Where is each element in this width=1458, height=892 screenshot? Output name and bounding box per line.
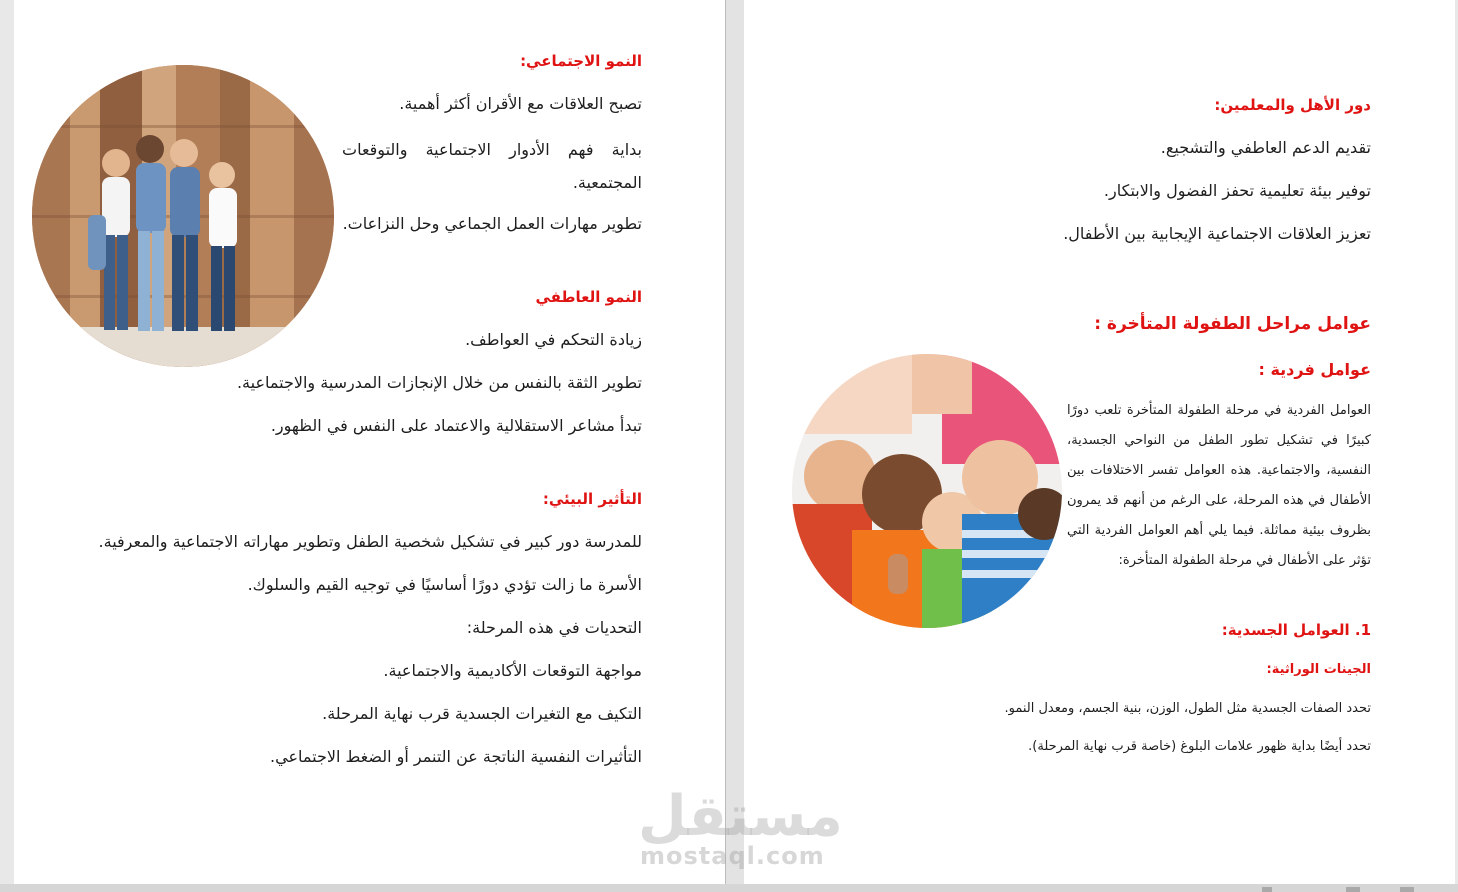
text-line: للمدرسة دور كبير في تشكيل شخصية الطفل وتطوير مهاراته الاجتماعية والمعرفية. <box>98 532 642 551</box>
text-line: التكيف مع التغيرات الجسدية قرب نهاية المرحلة. <box>322 704 642 723</box>
heading-late-childhood-factors: عوامل مراحل الطفولة المتأخرة : <box>1094 314 1371 334</box>
text-line: تحدد الصفات الجسدية مثل الطول، الوزن، بنية الجسم، ومعدل النمو. <box>1004 701 1371 716</box>
text-line: التأثيرات النفسية الناتجة عن التنمر أو الضغط الاجتماعي. <box>270 747 642 766</box>
page-gutter <box>726 0 744 884</box>
document-page-left <box>14 0 726 884</box>
mostaql-watermark <box>622 784 842 876</box>
zoom-icon[interactable] <box>1400 887 1414 892</box>
heading-environment: التأثير البيئي: <box>542 490 642 508</box>
text-paragraph: بداية فهم الأدوار الاجتماعية والتوقعات المجتمعية. <box>342 140 642 192</box>
photo-kids-wood-wall <box>32 65 334 367</box>
text-line: تصبح العلاقات مع الأقران أكثر أهمية. <box>399 94 642 113</box>
heading-social-growth: النمو الاجتماعي: <box>520 52 642 70</box>
text-line: زيادة التحكم في العواطف. <box>465 330 642 349</box>
view-mode-icon[interactable] <box>1346 887 1360 892</box>
heading-emotional-growth: النمو العاطفي <box>535 288 642 306</box>
text-line: تعزيز العلاقات الاجتماعية الإيجابية بين الأطفال. <box>1063 224 1371 243</box>
heading-physical-factors: 1. العوامل الجسدية: <box>1221 621 1371 639</box>
status-bar <box>0 884 1458 892</box>
text-line: تقديم الدعم العاطفي والتشجيع. <box>1160 138 1371 157</box>
text-line: تطوير مهارات العمل الجماعي وحل النزاعات. <box>342 214 642 233</box>
text-line: التحديات في هذه المرحلة: <box>466 618 642 637</box>
heading-genes: الجينات الوراثية: <box>1266 662 1371 677</box>
text-line: الأسرة ما زالت تؤدي دورًا أساسيًا في توجيه القيم والسلوك. <box>247 575 642 594</box>
text-line: مواجهة التوقعات الأكاديمية والاجتماعية. <box>383 661 642 680</box>
page-edge-left <box>725 0 726 884</box>
text-line: توفير بيئة تعليمية تحفز الفضول والابتكار. <box>1103 181 1371 200</box>
heading-parents-teachers: دور الأهل والمعلمين: <box>1214 96 1371 114</box>
status-icon <box>1262 887 1272 892</box>
photo-smiling-kids-group <box>792 354 1062 628</box>
document-page-right <box>744 0 1455 884</box>
text-line: تبدأ مشاعر الاستقلالية والاعتماد على النفس في الظهور. <box>270 416 642 435</box>
individual-factors-paragraph: العوامل الفردية في مرحلة الطفولة المتأخرة تلعب دورًا كبيرًا في تشكيل تطور الطفل من النواحي الجسدية، النفسية، والاجتماعية. هذه العوامل تفسر الاختلافات بين الأطفال في هذه المرحلة، على الرغم من أنهم قد يمرون بظروف بيئية مماثلة. فيما يلي أهم العوامل الفردية التي تؤثر على الأطفال في مرحلة الطفولة المتأخرة: <box>1067 403 1371 568</box>
text-line: تحدد أيضًا بداية ظهور علامات البلوغ (خاصة قرب نهاية المرحلة). <box>1028 739 1371 754</box>
text-line: تطوير الثقة بالنفس من خلال الإنجازات المدرسية والاجتماعية. <box>236 373 642 392</box>
watermark-domain: mostaql.com <box>640 842 825 870</box>
watermark-logo: مستقل <box>638 784 843 849</box>
heading-individual-factors: عوامل فردية : <box>1258 360 1371 379</box>
